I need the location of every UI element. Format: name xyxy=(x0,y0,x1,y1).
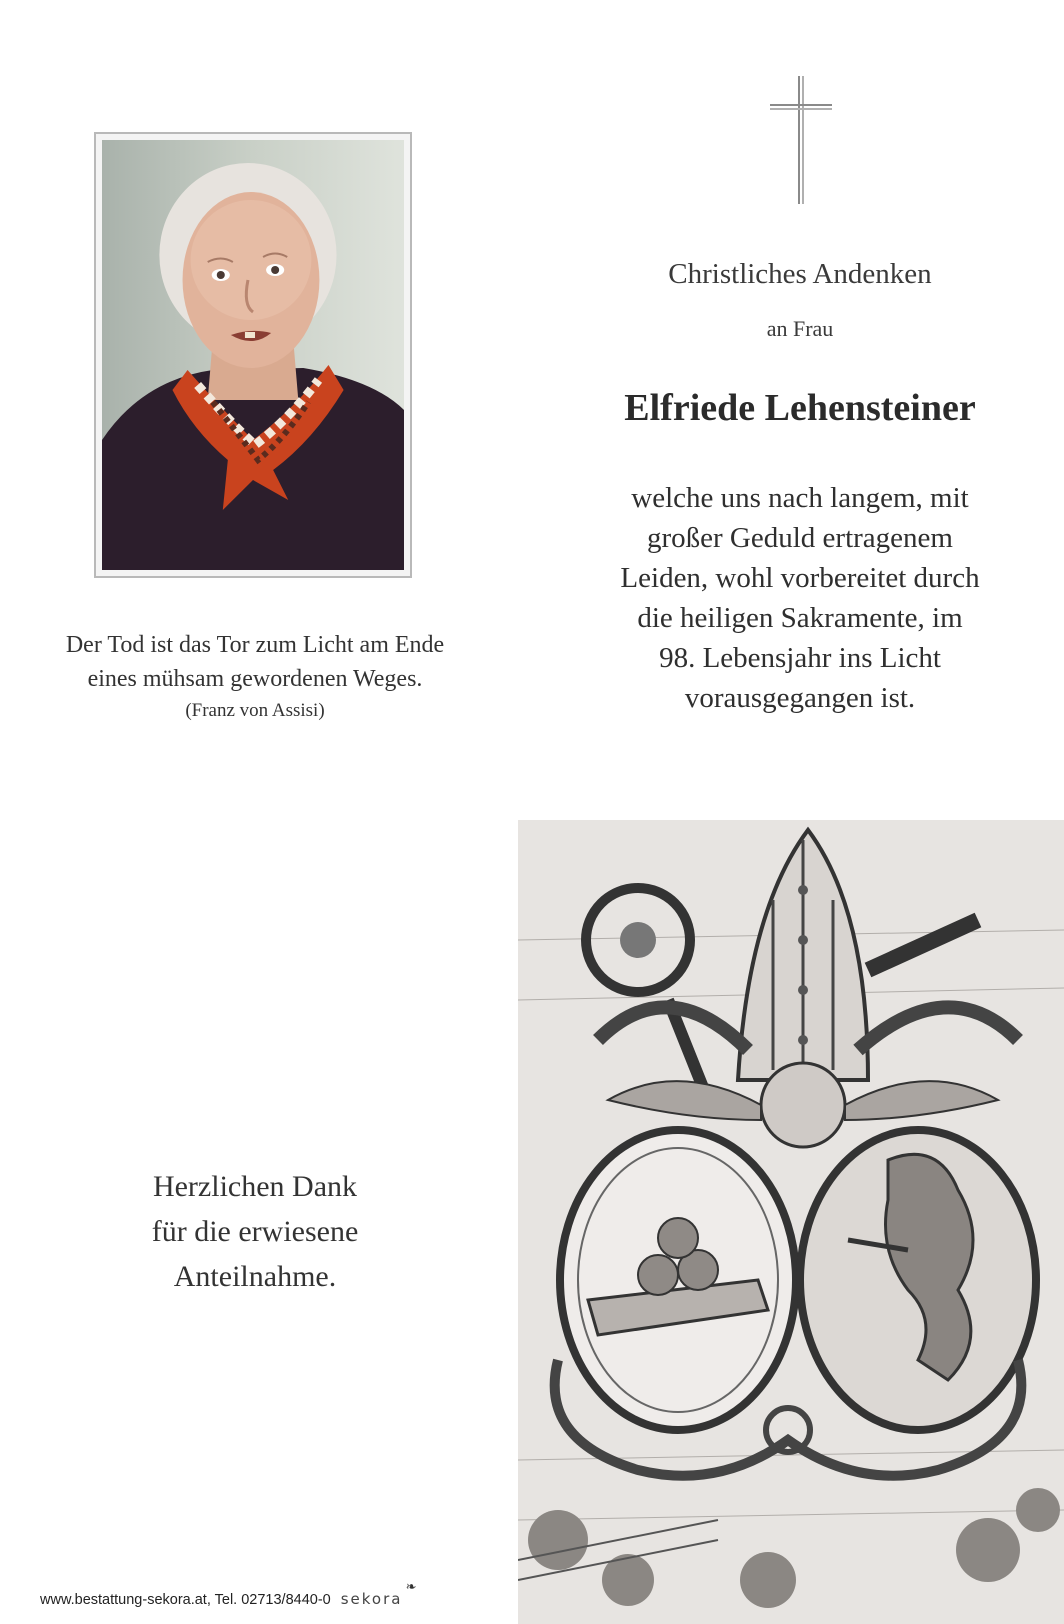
quote-line: eines mühsam gewordenen Weges. xyxy=(87,666,423,692)
engraving-illustration xyxy=(518,820,1064,1624)
cross-icon xyxy=(770,76,832,204)
quote-block xyxy=(20,628,490,726)
memorial-heading: Christliches Andenken xyxy=(668,258,932,290)
deceased-name: Elfriede Lehensteiner xyxy=(624,387,976,429)
memorial-text xyxy=(585,478,1015,718)
memorial-text-line: Leiden, wohl vorbereitet durch xyxy=(620,562,980,594)
memorial-text-line: großer Geduld ertragenem xyxy=(647,522,953,554)
quote-line: Der Tod ist das Tor zum Licht am Ende xyxy=(65,632,445,658)
footer xyxy=(40,1580,480,1608)
thanks-block xyxy=(60,1164,450,1299)
memorial-text-line: welche uns nach langem, mit xyxy=(631,482,969,514)
quote-attribution: (Franz von Assisi) xyxy=(185,700,325,721)
portrait-photo-frame xyxy=(94,132,412,578)
thanks-line: für die erwiesene xyxy=(151,1215,359,1248)
footer-contact: www.bestattung-sekora.at, Tel. 02713/8440-0 xyxy=(40,1592,331,1608)
coat-of-arms-engraving xyxy=(518,820,1064,1624)
memorial-text-line: die heiligen Sakramente, im xyxy=(637,602,963,634)
memorial-text-line: vorausgegangen ist. xyxy=(684,682,916,714)
memorial-text-line: 98. Lebensjahr ins Licht xyxy=(659,642,941,674)
thanks-line: Herzlichen Dank xyxy=(152,1170,358,1203)
portrait-photo xyxy=(102,140,404,570)
brand-name: sekora xyxy=(340,1590,403,1608)
leaf-icon: ❧ xyxy=(405,1580,419,1595)
thanks-line: Anteilnahme. xyxy=(173,1260,337,1293)
brand-logo xyxy=(340,1580,419,1608)
memorial-salutation: an Frau xyxy=(766,316,834,341)
